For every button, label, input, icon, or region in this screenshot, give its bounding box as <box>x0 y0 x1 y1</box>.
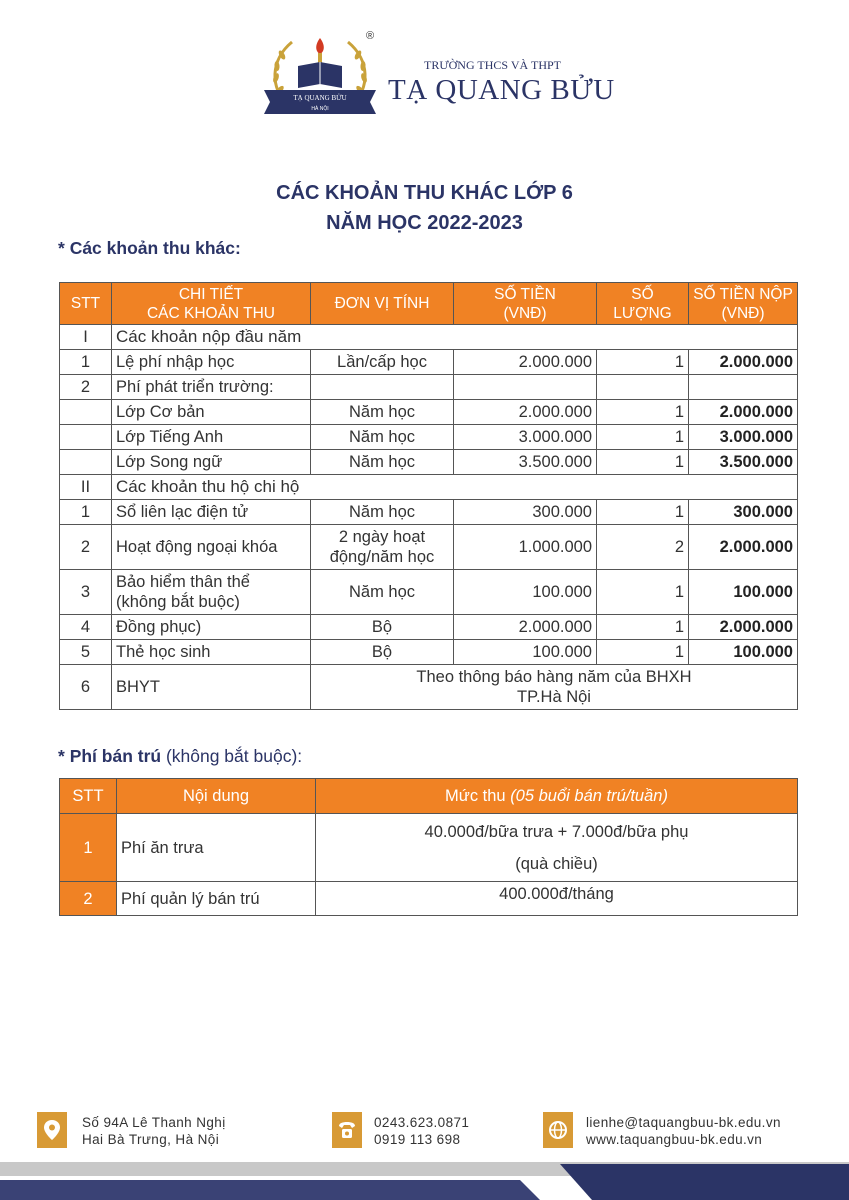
cell-unit: Năm học <box>311 570 454 615</box>
cell-qty: 1 <box>597 425 689 450</box>
table-row <box>60 500 798 525</box>
cell-total: 100.000 <box>689 640 798 665</box>
cell-qty: 1 <box>597 640 689 665</box>
cell-amount: 1.000.000 <box>454 525 597 570</box>
cell-name: Phí phát triển trường: <box>112 375 311 400</box>
other-fees-table <box>59 282 798 710</box>
section-heading-note: (không bắt buộc): <box>161 746 303 766</box>
globe-icon <box>543 1112 573 1148</box>
cell-amount: 2.000.000 <box>454 350 597 375</box>
cell-total: 100.000 <box>689 570 798 615</box>
header-total: SỐ TIỀN NỘP (VNĐ) <box>689 283 798 325</box>
cell-content: Phí quản lý bán trú <box>117 882 316 916</box>
table-row <box>60 615 798 640</box>
footer-email[interactable]: lienhe@taquangbuu-bk.edu.vn <box>586 1115 781 1130</box>
section-heading-text: Phí bán trú <box>69 746 162 766</box>
header-stt: STT <box>60 283 112 325</box>
cell-name: Lớp Tiếng Anh <box>112 425 311 450</box>
title-line-2: NĂM HỌC 2022-2023 <box>326 212 523 234</box>
cell-total: 2.000.000 <box>689 400 798 425</box>
cell-rate: 40.000đ/bữa trưa + 7.000đ/bữa phụ (quà chiều) <box>316 814 798 882</box>
cell-total: 3.000.000 <box>689 425 798 450</box>
location-pin-icon <box>37 1112 67 1148</box>
school-name: TẠ QUANG BỬU <box>388 74 615 106</box>
cell-total: 3.500.000 <box>689 450 798 475</box>
cell-unit: Bộ <box>311 615 454 640</box>
table-row <box>60 640 798 665</box>
cell-amount: 100.000 <box>454 640 597 665</box>
cell-amount: 2.000.000 <box>454 615 597 640</box>
document-title <box>0 178 849 238</box>
cell-stt: I <box>60 325 112 350</box>
cell-total: 300.000 <box>689 500 798 525</box>
cell-total: 2.000.000 <box>689 525 798 570</box>
cell-qty: 1 <box>597 400 689 425</box>
cell-qty <box>597 375 689 400</box>
footer-contact <box>586 1114 781 1148</box>
table-row <box>60 570 798 615</box>
header-unit: ĐƠN VỊ TÍNH <box>311 283 454 325</box>
cell-stt: 3 <box>60 570 112 615</box>
cell-unit <box>311 375 454 400</box>
page-footer <box>0 1108 849 1200</box>
section-heading-text: Các khoản thu khác: <box>69 238 241 258</box>
cell-unit: Năm học <box>311 400 454 425</box>
cell-amount <box>454 375 597 400</box>
cell-stt <box>60 400 112 425</box>
title-line-1: CÁC KHOẢN THU KHÁC LỚP 6 <box>276 182 573 204</box>
cell-amount: 3.500.000 <box>454 450 597 475</box>
cell-amount: 300.000 <box>454 500 597 525</box>
section-boarding-fee-heading <box>58 746 302 767</box>
cell-unit: Bộ <box>311 640 454 665</box>
cell-amount: 3.000.000 <box>454 425 597 450</box>
cell-name: Thẻ học sinh <box>112 640 311 665</box>
cell-stt <box>60 425 112 450</box>
cell-qty: 2 <box>597 525 689 570</box>
ribbon-text: TẠ QUANG BỬU <box>293 94 347 102</box>
table-row <box>60 525 798 570</box>
cell-stt: 1 <box>60 500 112 525</box>
header-rate: Mức thu (05 buổi bán trú/tuần) <box>316 779 798 814</box>
cell-note: Theo thông báo hàng năm của BHXH TP.Hà Nội <box>311 665 798 710</box>
school-emblem-icon <box>258 28 382 124</box>
cell-qty: 1 <box>597 500 689 525</box>
cell-content: Phí ăn trưa <box>117 814 316 882</box>
cell-stt: II <box>60 475 112 500</box>
cell-name: BHYT <box>112 665 311 710</box>
table-row <box>60 475 798 500</box>
table-row <box>60 814 798 882</box>
table-header-row <box>60 779 798 814</box>
cell-qty: 1 <box>597 570 689 615</box>
cell-total <box>689 375 798 400</box>
header-amount: SỐ TIỀN (VNĐ) <box>454 283 597 325</box>
table-row <box>60 882 798 916</box>
table-header-row <box>60 283 798 325</box>
cell-group-name: Các khoản nộp đầu năm <box>112 325 798 350</box>
header-stt: STT <box>60 779 117 814</box>
cell-total: 2.000.000 <box>689 350 798 375</box>
cell-stt: 2 <box>60 375 112 400</box>
cell-stt: 1 <box>60 350 112 375</box>
cell-unit: Năm học <box>311 500 454 525</box>
cell-stt: 6 <box>60 665 112 710</box>
cell-name: Bảo hiểm thân thể (không bắt buộc) <box>112 570 311 615</box>
cell-name: Lệ phí nhập học <box>112 350 311 375</box>
boarding-fee-table <box>59 778 798 916</box>
cell-name: Sổ liên lạc điện tử <box>112 500 311 525</box>
table-row <box>60 450 798 475</box>
header-detail: CHI TIẾT CÁC KHOẢN THU <box>112 283 311 325</box>
cell-name: Hoạt động ngoại khóa <box>112 525 311 570</box>
cell-stt: 1 <box>60 814 117 882</box>
section-other-fees-heading <box>58 238 241 259</box>
cell-stt: 5 <box>60 640 112 665</box>
footer-stripe-decoration <box>0 1154 849 1200</box>
cell-name: Đồng phục) <box>112 615 311 640</box>
table-row <box>60 350 798 375</box>
table-row <box>60 425 798 450</box>
cell-group-name: Các khoản thu hộ chi hộ <box>112 475 798 500</box>
cell-unit: Năm học <box>311 450 454 475</box>
cell-rate: 400.000đ/tháng <box>316 882 798 916</box>
telephone-icon <box>332 1112 362 1148</box>
cell-qty: 1 <box>597 450 689 475</box>
section-star: * <box>58 238 70 258</box>
section-star: * <box>58 746 70 766</box>
cell-stt: 2 <box>60 882 117 916</box>
header-quantity: SỐ LƯỢNG <box>597 283 689 325</box>
cell-stt: 2 <box>60 525 112 570</box>
cell-stt: 4 <box>60 615 112 640</box>
cell-total: 2.000.000 <box>689 615 798 640</box>
cell-name: Lớp Song ngữ <box>112 450 311 475</box>
school-logo <box>258 28 615 124</box>
cell-stt <box>60 450 112 475</box>
cell-qty: 1 <box>597 350 689 375</box>
registered-mark: ® <box>366 30 375 42</box>
cell-amount: 2.000.000 <box>454 400 597 425</box>
school-type-label: TRƯỜNG THCS VÀ THPT <box>424 58 561 72</box>
ribbon-city-text: HÀ NỘI <box>311 106 329 112</box>
table-row <box>60 325 798 350</box>
header-content: Nội dung <box>117 779 316 814</box>
footer-website[interactable]: www.taquangbuu-bk.edu.vn <box>586 1132 763 1147</box>
cell-amount: 100.000 <box>454 570 597 615</box>
table-row <box>60 375 798 400</box>
footer-address: Số 94A Lê Thanh Nghị Hai Bà Trưng, Hà Nội <box>82 1115 226 1147</box>
cell-qty: 1 <box>597 615 689 640</box>
cell-unit: 2 ngày hoạt động/năm học <box>311 525 454 570</box>
cell-name: Lớp Cơ bản <box>112 400 311 425</box>
footer-phone: 0243.623.0871 0919 113 698 <box>374 1115 470 1147</box>
cell-unit: Lần/cấp học <box>311 350 454 375</box>
cell-unit: Năm học <box>311 425 454 450</box>
table-row <box>60 665 798 710</box>
table-row <box>60 400 798 425</box>
